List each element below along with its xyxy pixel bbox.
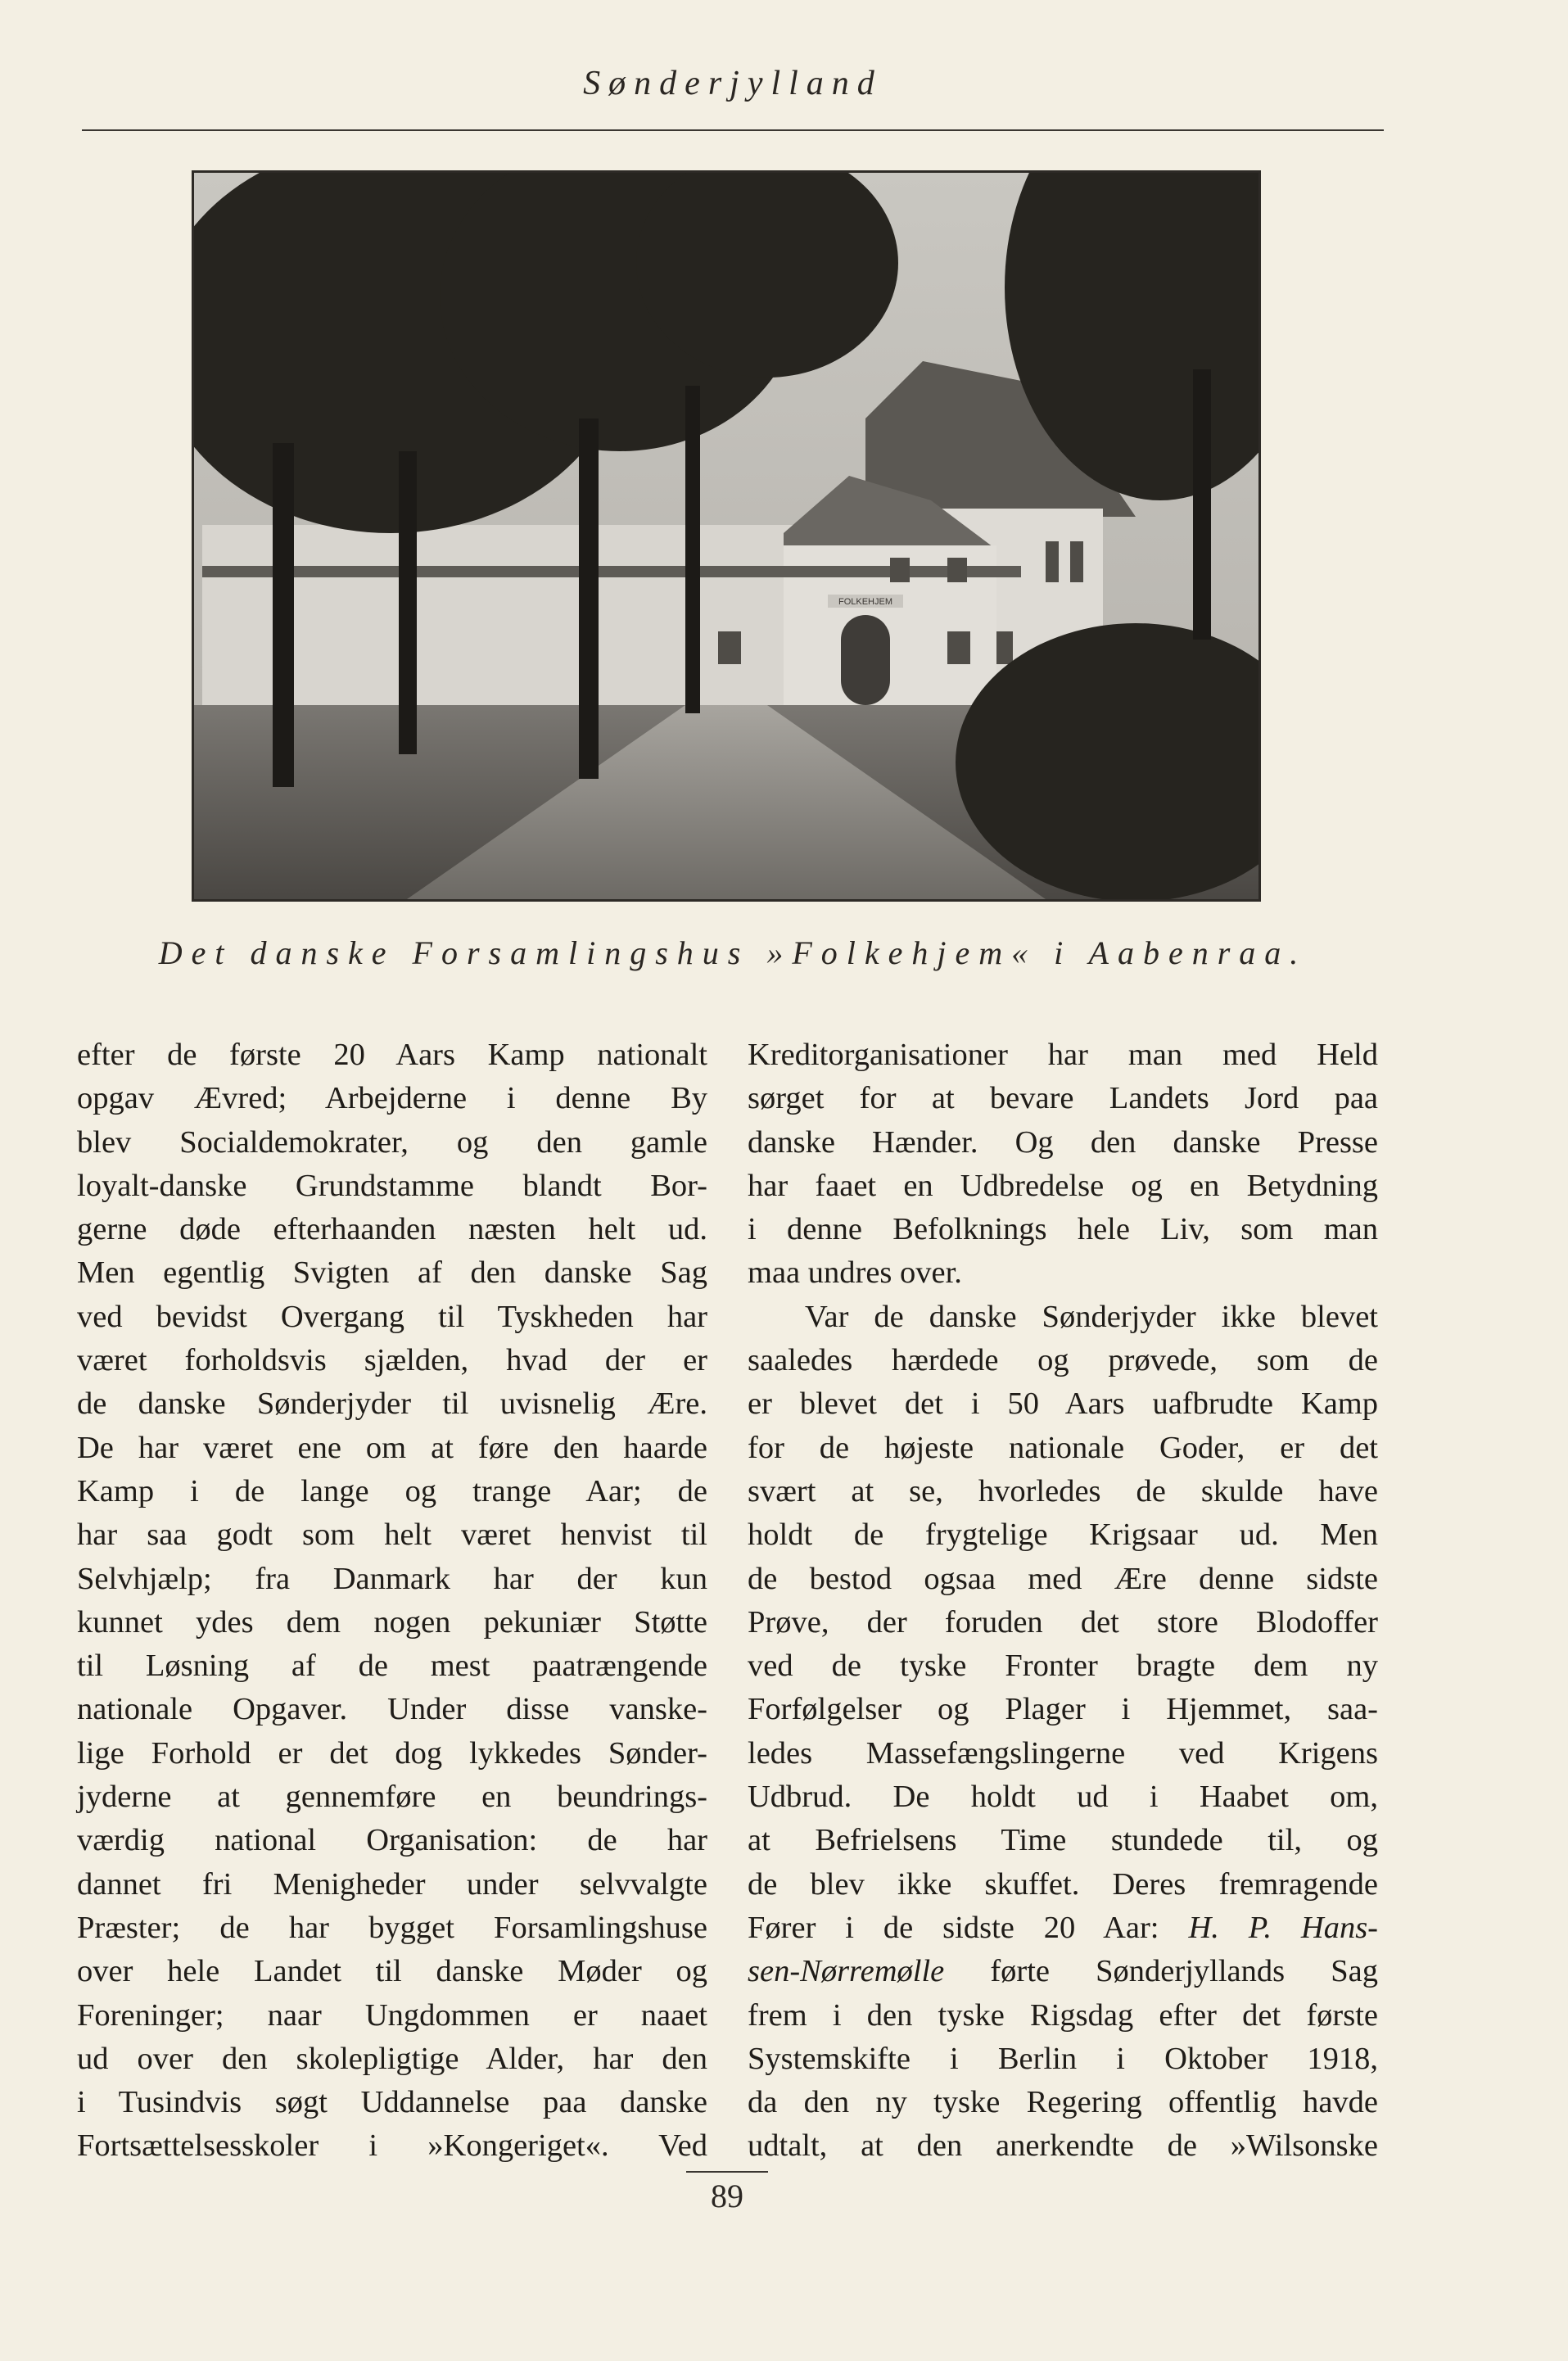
text-line: jyderne at gennemføre en beundrings- [77,1780,707,1815]
text-line: holdt de frygtelige Krigsaar ud. Men [748,1517,1378,1553]
text-line: opgav Ævred; Arbejderne i denne By [77,1081,707,1116]
text-line: til Løsning af de mest paatrængende [77,1649,707,1684]
text-line: blev Socialdemokrater, og den gamle [77,1124,707,1160]
text-line: Fortsættelsesskoler i »Kongeriget«. Ved [77,2128,707,2164]
text-line: gerne døde efterhaanden næsten helt ud. [77,1212,707,1247]
text-line: er blevet det i 50 Aars uafbrudte Kamp [748,1386,1378,1422]
text-line: Kamp i de lange og trange Aar; de [77,1473,707,1508]
text-line: Selvhjælp; fra Danmark har der kun [77,1561,707,1596]
text-segment: Fører i de sidste 20 Aar: [748,1910,1189,1945]
photograph-folkehjem [192,170,1261,902]
text-line: Kreditorganisationer har man med Held [748,1038,1378,1072]
text-line: værdig national Organisation: de har [77,1823,707,1858]
text-line: Forfølgelser og Plager i Hjemmet, saa- [748,1692,1378,1727]
text-line: De har været ene om at føre den haarde [77,1430,707,1465]
text-line [748,1950,1378,1993]
person-name: sen-Nørremølle [748,1954,945,1989]
text-line: ved bevidst Overgang til Tyskheden har [77,1299,707,1334]
text-line: for de højeste nationale Goder, er det [748,1430,1378,1465]
text-line: Udbrud. De holdt ud i Haabet om, [748,1780,1378,1815]
text-line: Prøve, der foruden det store Blodoffer [748,1604,1378,1640]
text-line: ved de tyske Fronter bragte dem ny [748,1649,1378,1684]
text-line: Men egentlig Svigten af den danske Sag [77,1255,707,1291]
text-line: udtalt, at den anerkendte de »Wilsonske [748,2128,1378,2164]
page-number: 89 [711,2178,743,2214]
text-line: har faaet en Udbredelse og en Betydning [748,1168,1378,1203]
text-line: over hele Landet til danske Møder og [77,1954,707,1989]
header-rule [82,129,1384,131]
text-line: ledes Massefængslingerne ved Krigens [748,1735,1378,1771]
photo-caption: Det danske Forsamlingshus »Folkehjem« i Aabenraa. [158,934,1308,971]
right-column [748,1034,1378,2169]
photograph-illustration [194,173,1258,899]
text-line: har saa godt som helt været henvist til [77,1517,707,1553]
page-number-rule [686,2171,768,2173]
text-line: kunnet ydes dem nogen pekuniær Støtte [77,1604,707,1640]
text-line: frem i den tyske Rigsdag efter det første [748,1997,1378,2033]
running-head: Sønderjylland [583,65,883,102]
text-line: ud over den skolepligtige Alder, har den [77,2041,707,2076]
text-line: sørget for at bevare Landets Jord paa [748,1081,1378,1116]
text-line: været forholdsvis sjælden, hvad der er [77,1343,707,1378]
text-line: danske Hænder. Og den danske Presse [748,1124,1378,1160]
text-line: i denne Befolknings hele Liv, som man [748,1212,1378,1247]
sign-text: FOLKEHJEM [838,597,893,607]
text-line: maa undres over. [748,1255,962,1291]
text-line: saaledes hærdede og prøvede, som de [748,1343,1378,1378]
text-segment: førte Sønderjyllands Sag [944,1954,1378,1989]
text-line: at Befrielsens Time stundede til, og [748,1823,1378,1858]
person-name: H. P. Hans- [1188,1910,1378,1945]
text-line: nationale Opgaver. Under disse vanske- [77,1692,707,1727]
text-line: de danske Sønderjyder til uvisnelig Ære. [77,1386,707,1422]
text-line: dannet fri Menigheder under selvvalgte [77,1866,707,1902]
text-line: da den ny tyske Regering offentlig havde [748,2085,1378,2120]
text-line: Præster; de har bygget Forsamlingshuse [77,1910,707,1945]
text-line: Systemskifte i Berlin i Oktober 1918, [748,2041,1378,2076]
text-line [748,1906,1378,1950]
text-line: efter de første 20 Aars Kamp nationalt [77,1038,707,1072]
text-line: de bestod ogsaa med Ære denne sidste [748,1561,1378,1596]
text-line: i Tusindvis søgt Uddannelse paa danske [77,2085,707,2120]
text-line: de blev ikke skuffet. Deres fremragende [748,1866,1378,1902]
text-line: loyalt-danske Grundstamme blandt Bor- [77,1168,707,1203]
text-line: Var de danske Sønderjyder ikke blevet [805,1299,1378,1334]
left-column [77,1034,707,2169]
text-line: Foreninger; naar Ungdommen er naaet [77,1997,707,2033]
text-line: svært at se, hvorledes de skulde have [748,1473,1378,1508]
text-line: lige Forhold er det dog lykkedes Sønder- [77,1735,707,1771]
